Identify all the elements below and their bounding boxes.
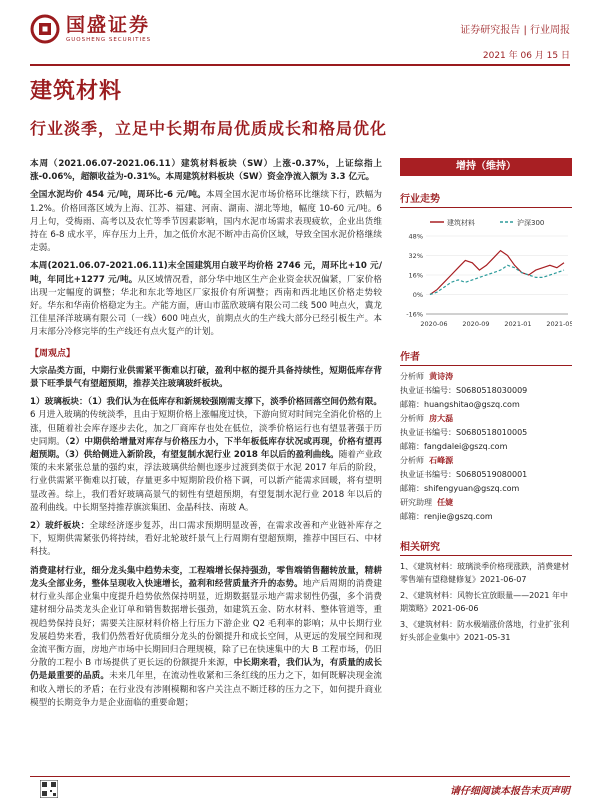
author-list xyxy=(400,370,572,524)
report-date: 2021 年 06 月 15 日 xyxy=(482,51,570,61)
trend-heading: 行业走势 xyxy=(400,190,572,208)
sidebar xyxy=(400,158,572,647)
header-divider xyxy=(30,64,570,66)
authors-heading: 作者 xyxy=(400,348,572,366)
page-title: 建筑材料 xyxy=(30,79,123,104)
footer-disclaimer: 请仔细阅读本报告末页声明 xyxy=(450,786,570,797)
author-entry: 分析师 黄诗涛 执业证书编号：S0680518030009 邮箱：huangshitao@gszq.com xyxy=(400,372,528,409)
brand-name-en: GUOSHENG SECURITIES xyxy=(66,37,152,43)
related-list xyxy=(400,560,572,644)
related-heading: 相关研究 xyxy=(400,538,572,556)
related-item[interactable]: 1、《建筑材料：玻璃淡季价格现涨跌，消费建材零售端有望稳健修复》2021-06-07 xyxy=(400,562,570,584)
x-tick-label: 2021-01 xyxy=(504,320,532,328)
view-item-glass: 1）玻璃板块：（1）我们认为在低库存和新规较强刚需支撑下，淡季价格回落空间仍然有限。6 月进入玻璃的传统淡季，且由于短期价格上涨幅度过快，下游向贸对时间完全消化价格的上涨，但随着社会库存逐步去化，加之厂商库存也处在低位，淡季价格运行也有望显著强于历史同期。（2）中期供给增量对库存与价格压力小，下半年板低库存状况或再现，价格有望再超预期。（3）供给侧进入新阶段，有望复制水泥行业 2018 年以后的盈利曲线。随着产业政策的未来紧张总量的强约束，浮法玻璃供给侧也逐步过渡到类似于水泥 2017 年后的阶段，行业供需紧平衡难以打破，存量更多中短期阶段价格下调，可以新产能需求回暖，将有望明显改善。综上，我们看好玻璃高景气的韧性有望超预期，有望复制水泥行业 2018 年以后的盈利曲线。中长期坚持推荐旗滨集团、金晶科技、南玻 A。 xyxy=(30,397,382,513)
author-entry: 研究助理 任婕 邮箱：renjie@gszq.com xyxy=(400,498,493,521)
brand-name-cn: 国盛证券 xyxy=(66,14,151,36)
y-tick-label: 0% xyxy=(412,291,423,299)
y-tick-label: 16% xyxy=(408,271,423,280)
series-line-0 xyxy=(430,251,564,295)
logo-mark-icon xyxy=(30,14,60,44)
y-tick-label: 32% xyxy=(408,252,423,260)
page-header xyxy=(0,0,600,72)
author-entry: 分析师 房大磊 执业证书编号：S0680518010005 邮箱：fangdalei@gszq.com xyxy=(400,414,528,451)
legend-label: 沪深300 xyxy=(517,219,545,227)
author-entry: 分析师 石峰源 执业证书编号：S0680519080001 邮箱：shifengyuan@gszq.com xyxy=(400,456,528,493)
x-tick-label: 2021-05 xyxy=(546,320,572,328)
footer-divider xyxy=(30,776,570,777)
x-tick-label: 2020-09 xyxy=(462,320,490,328)
trend-chart-svg xyxy=(400,214,572,334)
summary-paragraph-1: 本周（2021.06.07-2021.06.11）建筑材料板块（SW）上涨-0.37%，上证综指上涨-0.06%，超额收益为-0.31%。本周建筑材料板块（SW）资金净流入额为 3.3 亿元。 xyxy=(30,159,382,183)
consumer-building-paragraph: 消费建材行业，细分龙头集中趋势未变，工程端增长保持强劲，零售端销售翻转放量，精耕龙头全部业务，整体呈现收入快速增长，盈利和经营质量齐升的态势。地产后周期的消费建材行业头部企业集中度提升趋势依然保持明显，近期数据显示地产需求韧性仍强，多个消费建材细分品类龙头企业订单和销售数据增长强劲，如建筑五金、防水材料、整体管道等，重视趋势保持良好；需要关注原材料价格上行压力下游企业 Q2 毛利率的影响；从中长期行业发展趋势来看，我们仍然看好优质细分龙头的份额提升和成长空间，从更远的发展空间和现金流平衡方面，房地产市场中长期回归合理规模，除了已在快速集中的大 B 工程市场，仍旧分散的工程小 B 市场提供了更长远的份额提升来源，中长期来看，我们认为，有质量的成长仍是最重要的品质。未来几年里，在流动性收紧和三条红线的压力之下，如何既解决现金流和收入增长的矛盾；在行业没有涉刚模糊和客户关注点不断迁移的压力之下，如何提升商业模型的长期竞争力是企业面临的重要命题； xyxy=(30,565,382,708)
summary-paragraph-3: 本周(2021.06.07-2021.06.11)末全国建筑用白玻平均价格 2746 元，周环比+10 元/吨，年同比+1277 元/吨。从区域情况看，部分华中地区生产企业资金状况偏紧，厂家价格出现一定幅度的调整；华北和东北等地区厂家报价有所调整；西南和西北地区价格走势较好。华东和华南价格稳定为主。产能方面，唐山市蓝欣玻璃有限公司二线 500 吨点火，冀龙江佳星泽洋玻璃有限公司（一线）600 吨点火，前期点火的生产线大部分已经引板生产。本月末部分冷修完毕的生产线还有点火复产的计划。 xyxy=(30,261,382,338)
page-subtitle: 行业淡季，立足中长期布局优质成长和格局优化 xyxy=(30,119,388,138)
rating-badge: 增持（维持） xyxy=(400,158,572,176)
report-category: 证券研究报告 | 行业周报 xyxy=(460,25,570,36)
series-line-1 xyxy=(430,265,564,294)
view-intro: 大宗品类方面，中期行业供需紧平衡难以打破，盈利中枢的提升具备持续性，短期低库存背景下旺季景气有望超预期，推荐关注玻璃玻纤板块。 xyxy=(30,365,382,390)
related-item[interactable]: 2、《建筑材料：风物长宜放眼量——2021 年中期策略》2021-06-06 xyxy=(400,591,568,613)
main-text-column xyxy=(30,158,382,715)
view-item-fiberglass: 2）玻纤板块：全球经济逐步复苏，出口需求预期明显改善，在需求改善和产业链补库存之下，短期供需紧张仍将持续，看好北轮玻纤景气上行周期有望超预期，推荐中国巨石、中材科技。 xyxy=(30,521,382,558)
page-footer xyxy=(0,770,600,800)
brand-logo xyxy=(30,14,151,44)
legend-label: 建筑材料 xyxy=(447,219,475,227)
y-tick-label: 48% xyxy=(408,232,423,241)
trend-chart xyxy=(400,214,572,334)
summary-paragraph-2: 全国水泥均价 454 元/吨，周环比-6 元/吨。本周全国水泥市场价格环比继续下行，跌幅为 1.2%。价格回落区域为上海、江苏、福建、河南、湖南、湖北等地，幅度 10-60 元/吨。6 月上旬，受梅雨、高考以及农忙等季节因素影响，国内水泥市场需求表现疲软，企业出货维持在 6-8 成水平，库存压力上升，加之低价水泥不断冲击高价区域，导致全国水泥价格继续走弱。 xyxy=(30,190,382,254)
x-tick-label: 2020-06 xyxy=(420,320,448,328)
related-item[interactable]: 3、《建筑材料：防水极端涨价落地，行业扩张利好头部企业集中》2021-05-31 xyxy=(400,620,570,642)
section-tag-weekly-view: 【周观点】 xyxy=(30,348,76,359)
y-tick-label: -16% xyxy=(406,310,423,319)
qr-code-icon xyxy=(40,780,58,798)
